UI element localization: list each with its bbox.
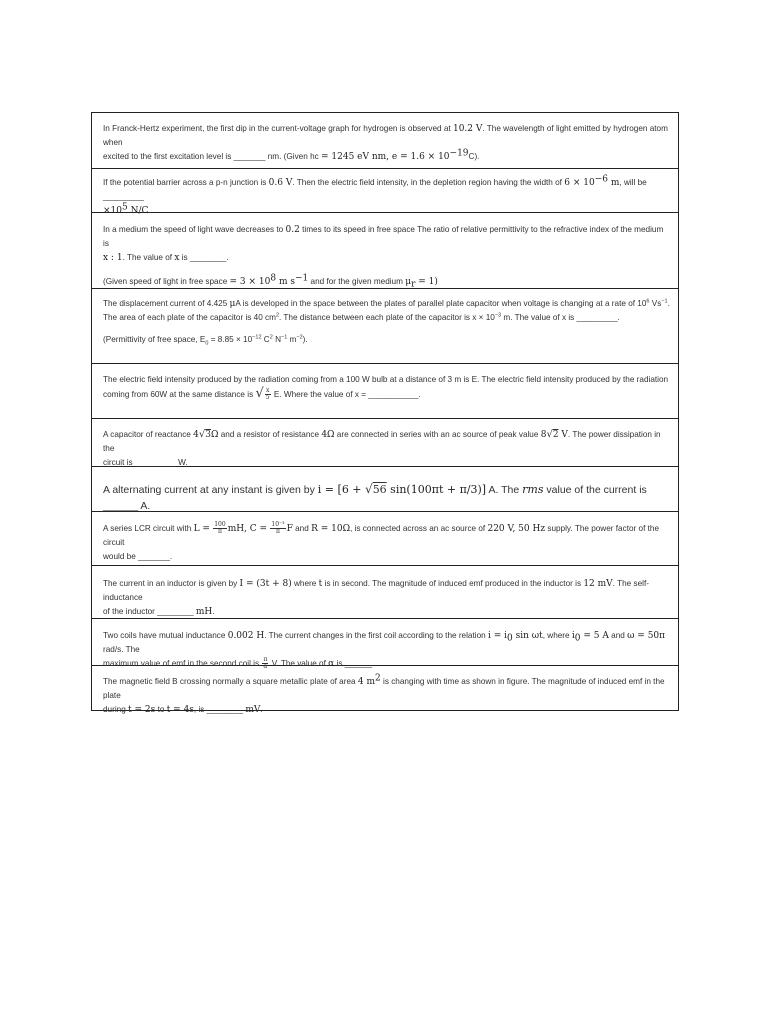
sqrt-symbol: √ bbox=[198, 429, 206, 440]
question-row-11: The magnetic field B crossing normally a square metallic plate of area 4 $m^2$ is changing with time as shown in figure. The magnitude of induced emf in the plate during t = 2s to t = 4s, is ________ mV. bbox=[92, 665, 678, 710]
fraction: $\frac{100}{\pi}$ bbox=[214, 521, 226, 536]
question-row-8: A series LCR circuit with L = $\frac{100}{\pi}$ mH, C = $\frac{\text{10⁻³}}{\pi}$ F and R = 10Ω, is connected across an ac source of 220 V, 50 Hz supply. The power factor of the circuit would be _______. bbox=[92, 511, 678, 565]
sqrt-symbol: √ bbox=[546, 429, 553, 440]
fraction: $\frac{\text{10⁻³}}{\pi}$ bbox=[271, 521, 285, 536]
question-row-3: In a medium the speed of light wave decreases to 0.2 times to its speed in free space The ratio of relative permittivity to the refractive index of the medium is x : 1. The value of x is ________. (Given speed of light in free space = $3 \times 10^8$ m $s^{-1}$ and for the given medium $\mu_r = 1$) bbox=[92, 212, 678, 288]
question-row-2: If the potential barrier across a p-n junction is 0.6 V. Then the electric field intensity, in the depletion region having the width of $6 \times 10^{-6}$ m, will be _________ $\times 10^5$ N/C. bbox=[92, 168, 678, 212]
question-row-6: A capacitor of reactance 4√3Ω and a resistor of resistance 4Ω are connected in series with an ac source of peak value 8√2 V. The power dissipation in the circuit is _________ W. bbox=[92, 418, 678, 466]
fraction: $\frac{\pi}{\alpha}$ bbox=[263, 656, 268, 671]
question-row-4: The displacement current of 4.425 μA is developed in the space between the plates of parallel plate capacitor when voltage is changing at a rate of $10^6$ $Vs^{-1}$. The area of each plate of the capacitor is 40 $cm^2$. The distance between each plate of the capacitor is $x \times 10^{-3}$ m. The value of x is _________. (Permittivity of free space, $E_0 = 8.85 \times 10^{-12}$ $C^2$ $N^{-1}$ $m^{-2}$). bbox=[92, 288, 678, 363]
question-row-1: In Franck-Hertz experiment, the first dip in the current-voltage graph for hydrogen is observed at 10.2 V. The wavelength of light emitted by hydrogen atom when excited to the first excitation level is _______ nm. (Given hc = 1245 eV nm, $e = 1.6 \times 10^{-19}C$). bbox=[92, 112, 678, 168]
fraction: $\frac{x}{5}$ bbox=[265, 387, 270, 402]
questions-table bbox=[91, 112, 679, 715]
question-row-7: A alternating current at any instant is given by i = [6 + √56 sin(100πt + π/3)] A. The rms value of the current is ______ A. bbox=[92, 466, 678, 511]
question-row-9: The current in an inductor is given by I = (3t + 8) where t is in second. The magnitude of induced emf produced in the inductor is 12 mV. The self-inductance of the inductor ________ mH. bbox=[92, 565, 678, 618]
sqrt-symbol: √ bbox=[255, 386, 264, 401]
question-row-5: The electric field intensity produced by the radiation coming from a 100 W bulb at a distance of 3 m is E. The electric field intensity produced by the radiation coming from 60W at the same distance is √ $\frac{x}{5}$ E. Where the value of x = ___________. bbox=[92, 363, 678, 418]
sqrt-symbol: √ bbox=[365, 482, 373, 496]
question-row-10: Two coils have mutual inductance 0.002 H. The current changes in the first coil according to the relation $i = i_0$ sin ωt, where $i_0 = 5$ A and ω = 50π rad/s. The maximum value of emf in the second coil is $\frac{\pi}{\alpha}$ V. The value of α is ______. bbox=[92, 618, 678, 665]
